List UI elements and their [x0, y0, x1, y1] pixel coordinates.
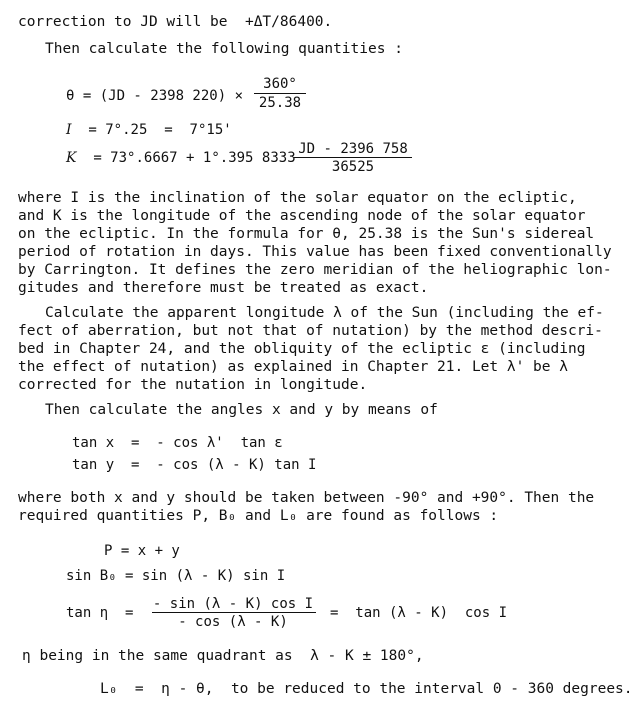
theta-equation-lhs: θ = (JD - 2398 220) × [66, 88, 244, 104]
tan-eta-lhs: tan η = [66, 605, 134, 621]
para2-line-2: fect of aberration, but not that of nutation) by the method descri- [18, 323, 603, 339]
intro-calc-line: Then calculate the following quantities : [45, 41, 403, 57]
inclination-equation [66, 122, 232, 138]
tan-x-equation: tan x = - cos λ' tan ε [72, 435, 283, 451]
node-longitude-equation [66, 150, 296, 166]
node-longitude-value: = 73°.6667 + 1°.395 8333 [93, 150, 296, 166]
k-fraction-denominator: 36525 [331, 159, 375, 175]
para2-line-4: the effect of nutation) as explained in Chapter 21. Let λ' be λ [18, 359, 568, 375]
node-longitude-symbol: K [66, 150, 77, 166]
b0-equation: sin B₀ = sin (λ - K) sin I [66, 568, 286, 584]
inclination-value: = 7°.25 = 7°15' [88, 122, 232, 138]
theta-fraction-numerator: 360° [263, 76, 297, 92]
para4-line-1: where both x and y should be taken between -90° and +90°. Then the [18, 490, 595, 506]
para1-line-2: and K is the longitude of the ascending node of the solar equator [18, 208, 586, 224]
para3-line: Then calculate the angles x and y by means of [45, 402, 438, 418]
para1-line-5: by Carrington. It defines the zero meridian of the heliographic lon- [18, 262, 612, 278]
para2-line-5: corrected for the nutation in longitude. [18, 377, 368, 393]
para1-line-4: period of rotation in days. This value has been fixed conventionally [18, 244, 612, 260]
para1-line-1: where I is the inclination of the solar equator on the ecliptic, [18, 190, 577, 206]
para2-line-3: bed in Chapter 24, and the obliquity of the ecliptic ε (including [18, 341, 586, 357]
eta-fraction-numerator: - sin (λ - K) cos I [152, 596, 314, 612]
tan-y-equation: tan y = - cos (λ - K) tan I [72, 457, 317, 473]
eta-fraction-denominator: - cos (λ - K) [178, 614, 288, 630]
para1-line-6: gitudes and therefore must be treated as exact. [18, 280, 429, 296]
para1-line-3: on the ecliptic. In the formula for θ, 25.38 is the Sun's sidereal [18, 226, 595, 242]
tan-eta-rhs: = tan (λ - K) cos I [330, 605, 508, 621]
theta-fraction-denominator: 25.38 [258, 95, 302, 111]
inclination-symbol: I [66, 122, 72, 138]
l0-equation-line: L₀ = η - θ, to be reduced to the interval 0 - 360 degrees. [100, 681, 633, 697]
eta-quadrant-line: η being in the same quadrant as λ - K ± 180°, [22, 648, 424, 664]
eta-fraction-bar [152, 612, 316, 613]
para4-line-2: required quantities P, B₀ and L₀ are found as follows : [18, 508, 499, 524]
position-angle-equation: P = x + y [104, 543, 180, 559]
k-fraction-bar [294, 157, 412, 158]
para2-line-1: Calculate the apparent longitude λ of the Sun (including the ef- [45, 305, 604, 321]
intro-correction-line: correction to JD will be +ΔT/86400. [18, 14, 333, 30]
theta-fraction-bar [254, 93, 306, 94]
k-fraction-numerator: JD - 2396 758 [298, 141, 408, 157]
